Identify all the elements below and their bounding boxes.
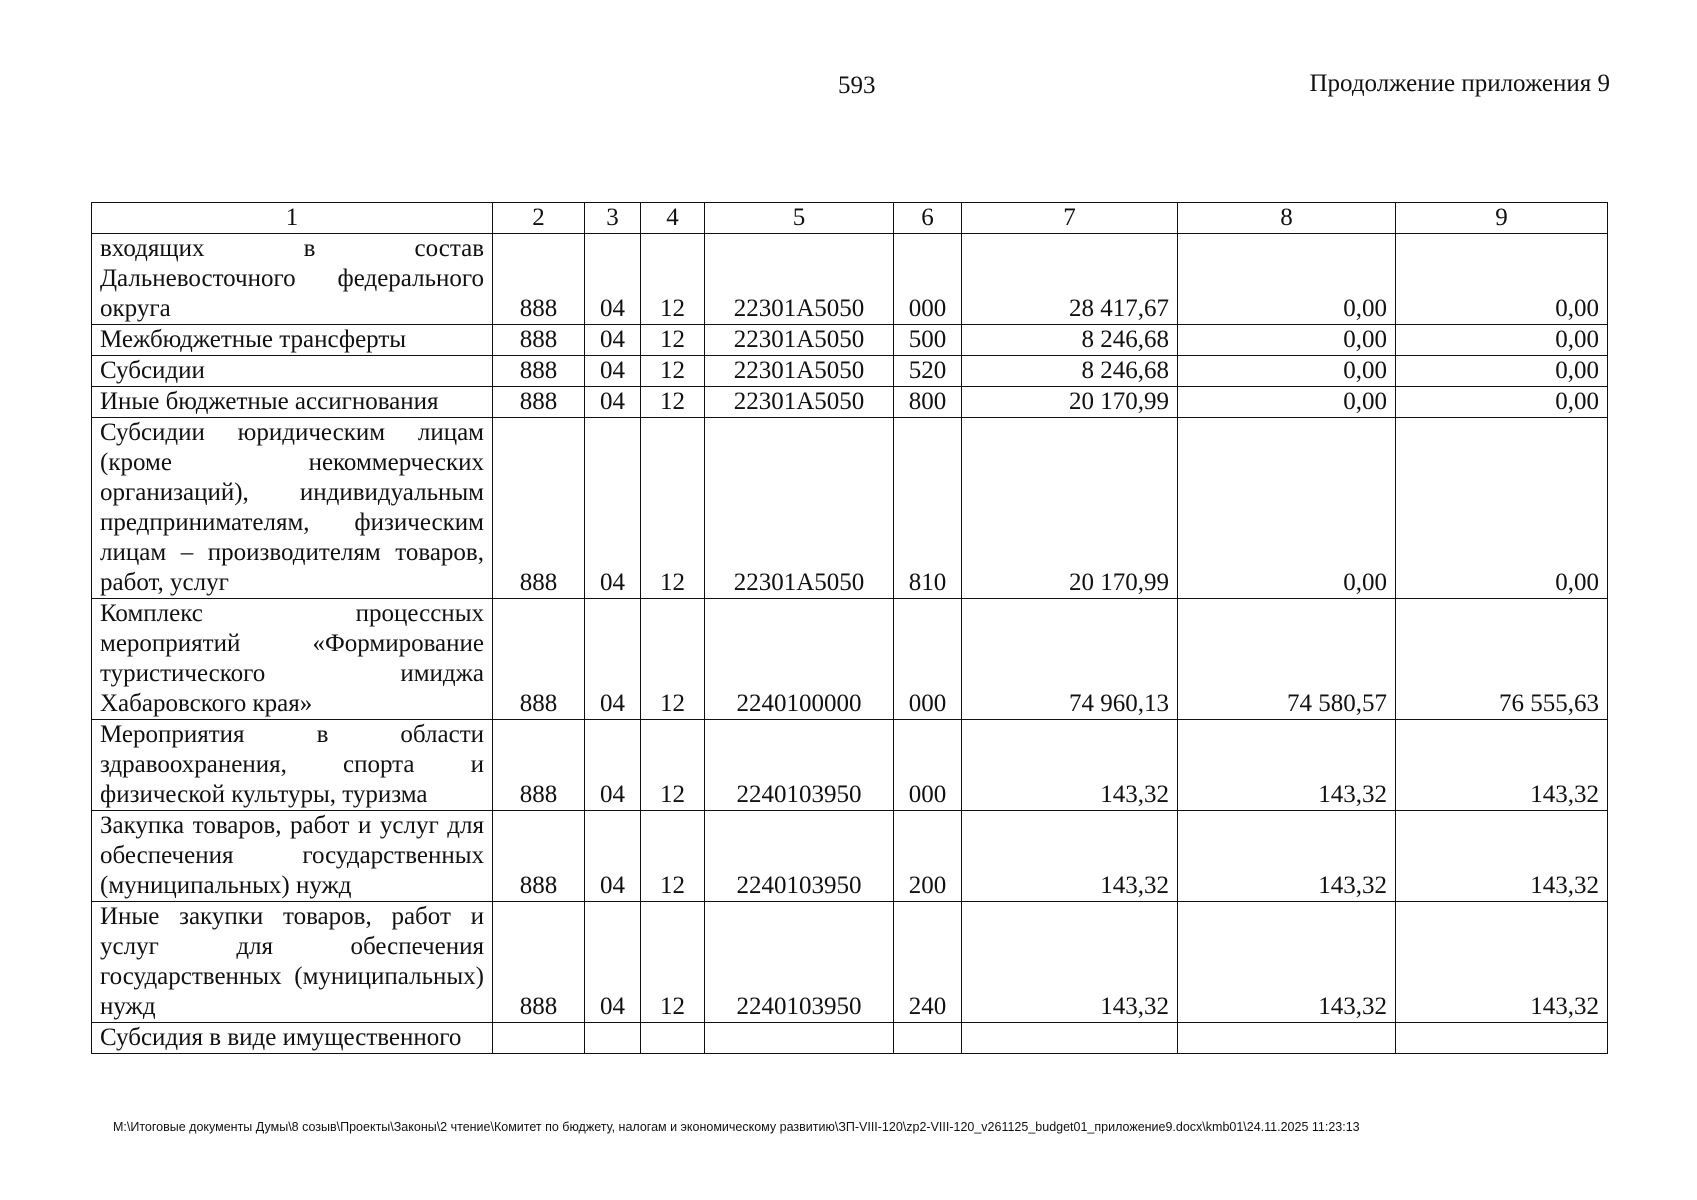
column-header: 4 <box>641 203 705 234</box>
table-body <box>92 234 1608 1054</box>
cell-col-4: 12 <box>641 234 705 325</box>
column-header: 6 <box>894 203 962 234</box>
cell-col-7: 143,32 <box>962 720 1178 811</box>
cell-col-2: 888 <box>493 234 585 325</box>
cell-col-6: 000 <box>894 720 962 811</box>
table-row <box>92 902 1608 1023</box>
cell-col-2 <box>493 1023 585 1054</box>
table-row <box>92 356 1608 387</box>
cell-col-5: 2240100000 <box>705 599 894 720</box>
cell-col-3: 04 <box>585 387 641 418</box>
cell-col-5 <box>705 1023 894 1054</box>
cell-col-7: 20 170,99 <box>962 387 1178 418</box>
cell-col-2: 888 <box>493 387 585 418</box>
column-header: 2 <box>493 203 585 234</box>
cell-col-4: 12 <box>641 902 705 1023</box>
cell-col-2: 888 <box>493 811 585 902</box>
cell-col-6: 200 <box>894 811 962 902</box>
row-name: Иные закупки товаров, работ и услуг для обеспечения государственных (муниципальных) нужд <box>92 902 493 1023</box>
table-row <box>92 387 1608 418</box>
cell-col-8: 74 580,57 <box>1178 599 1396 720</box>
table-header-row <box>92 203 1608 234</box>
cell-col-8: 0,00 <box>1178 325 1396 356</box>
appendix-continuation-note: Продолжение приложения 9 <box>1309 70 1610 97</box>
page-number: 593 <box>838 72 876 99</box>
cell-col-6: 000 <box>894 234 962 325</box>
cell-col-2: 888 <box>493 599 585 720</box>
cell-col-4: 12 <box>641 720 705 811</box>
cell-col-3 <box>585 1023 641 1054</box>
cell-col-7: 143,32 <box>962 811 1178 902</box>
column-header: 8 <box>1178 203 1396 234</box>
cell-col-5: 22301А5050 <box>705 356 894 387</box>
cell-col-3: 04 <box>585 720 641 811</box>
row-name: входящих в состав Дальневосточного федерального округа <box>92 234 493 325</box>
row-name: Субсидии юридическим лицам (кроме некоммерческих организаций), индивидуальным предпринимателям, физическим лицам – производителям товаров, работ, услуг <box>92 418 493 599</box>
row-name: Субсидии <box>92 356 493 387</box>
cell-col-2: 888 <box>493 418 585 599</box>
cell-col-9: 0,00 <box>1396 356 1608 387</box>
cell-col-9: 143,32 <box>1396 720 1608 811</box>
cell-col-8: 143,32 <box>1178 811 1396 902</box>
cell-col-4: 12 <box>641 811 705 902</box>
cell-col-8: 0,00 <box>1178 418 1396 599</box>
table-row <box>92 811 1608 902</box>
cell-col-7: 8 246,68 <box>962 356 1178 387</box>
row-name: Комплекс процессных мероприятий «Формирование туристического имиджа Хабаровского края» <box>92 599 493 720</box>
cell-col-2: 888 <box>493 325 585 356</box>
row-name: Мероприятия в области здравоохранения, спорта и физической культуры, туризма <box>92 720 493 811</box>
column-header: 5 <box>705 203 894 234</box>
cell-col-5: 22301А5050 <box>705 325 894 356</box>
cell-col-6: 520 <box>894 356 962 387</box>
row-name: Закупка товаров, работ и услуг для обеспечения государственных (муниципальных) нужд <box>92 811 493 902</box>
cell-col-2: 888 <box>493 902 585 1023</box>
cell-col-9: 0,00 <box>1396 234 1608 325</box>
cell-col-9: 0,00 <box>1396 325 1608 356</box>
row-name: Межбюджетные трансферты <box>92 325 493 356</box>
cell-col-9: 0,00 <box>1396 418 1608 599</box>
document-file-path: M:\Итоговые документы Думы\8 созыв\Проекты\Законы\2 чтение\Комитет по бюджету, налогам и экономическому развитию\ЗП-VIII-120\zp2-VIII-120_v261125_budget01_приложение9.docx\kmb01\24.11.2025 11:23:13 <box>113 1120 1360 1134</box>
cell-col-4: 12 <box>641 325 705 356</box>
column-header: 7 <box>962 203 1178 234</box>
cell-col-5: 22301А5050 <box>705 387 894 418</box>
cell-col-6 <box>894 1023 962 1054</box>
table-row <box>92 599 1608 720</box>
cell-col-3: 04 <box>585 811 641 902</box>
cell-col-4 <box>641 1023 705 1054</box>
cell-col-7 <box>962 1023 1178 1054</box>
cell-col-8: 0,00 <box>1178 356 1396 387</box>
column-header: 9 <box>1396 203 1608 234</box>
cell-col-2: 888 <box>493 356 585 387</box>
cell-col-9: 0,00 <box>1396 387 1608 418</box>
cell-col-9 <box>1396 1023 1608 1054</box>
column-header: 1 <box>92 203 493 234</box>
cell-col-3: 04 <box>585 418 641 599</box>
cell-col-5: 2240103950 <box>705 811 894 902</box>
table-row <box>92 720 1608 811</box>
cell-col-6: 500 <box>894 325 962 356</box>
cell-col-3: 04 <box>585 325 641 356</box>
row-name: Субсидия в виде имущественного <box>92 1023 493 1054</box>
cell-col-8: 0,00 <box>1178 387 1396 418</box>
cell-col-5: 2240103950 <box>705 720 894 811</box>
cell-col-9: 143,32 <box>1396 902 1608 1023</box>
table-row <box>92 418 1608 599</box>
cell-col-4: 12 <box>641 418 705 599</box>
cell-col-6: 810 <box>894 418 962 599</box>
cell-col-7: 20 170,99 <box>962 418 1178 599</box>
cell-col-8: 143,32 <box>1178 720 1396 811</box>
cell-col-7: 143,32 <box>962 902 1178 1023</box>
table-row <box>92 234 1608 325</box>
cell-col-5: 22301А5050 <box>705 234 894 325</box>
cell-col-3: 04 <box>585 599 641 720</box>
cell-col-7: 28 417,67 <box>962 234 1178 325</box>
table-row <box>92 1023 1608 1054</box>
cell-col-7: 74 960,13 <box>962 599 1178 720</box>
column-header: 3 <box>585 203 641 234</box>
cell-col-3: 04 <box>585 356 641 387</box>
cell-col-3: 04 <box>585 902 641 1023</box>
cell-col-7: 8 246,68 <box>962 325 1178 356</box>
row-name: Иные бюджетные ассигнования <box>92 387 493 418</box>
table-row <box>92 325 1608 356</box>
cell-col-8: 143,32 <box>1178 902 1396 1023</box>
cell-col-6: 240 <box>894 902 962 1023</box>
cell-col-5: 22301А5050 <box>705 418 894 599</box>
cell-col-2: 888 <box>493 720 585 811</box>
cell-col-6: 000 <box>894 599 962 720</box>
cell-col-5: 2240103950 <box>705 902 894 1023</box>
cell-col-4: 12 <box>641 599 705 720</box>
cell-col-9: 76 555,63 <box>1396 599 1608 720</box>
cell-col-9: 143,32 <box>1396 811 1608 902</box>
cell-col-6: 800 <box>894 387 962 418</box>
cell-col-8: 0,00 <box>1178 234 1396 325</box>
cell-col-8 <box>1178 1023 1396 1054</box>
cell-col-4: 12 <box>641 387 705 418</box>
cell-col-4: 12 <box>641 356 705 387</box>
cell-col-3: 04 <box>585 234 641 325</box>
budget-table <box>91 202 1608 1054</box>
